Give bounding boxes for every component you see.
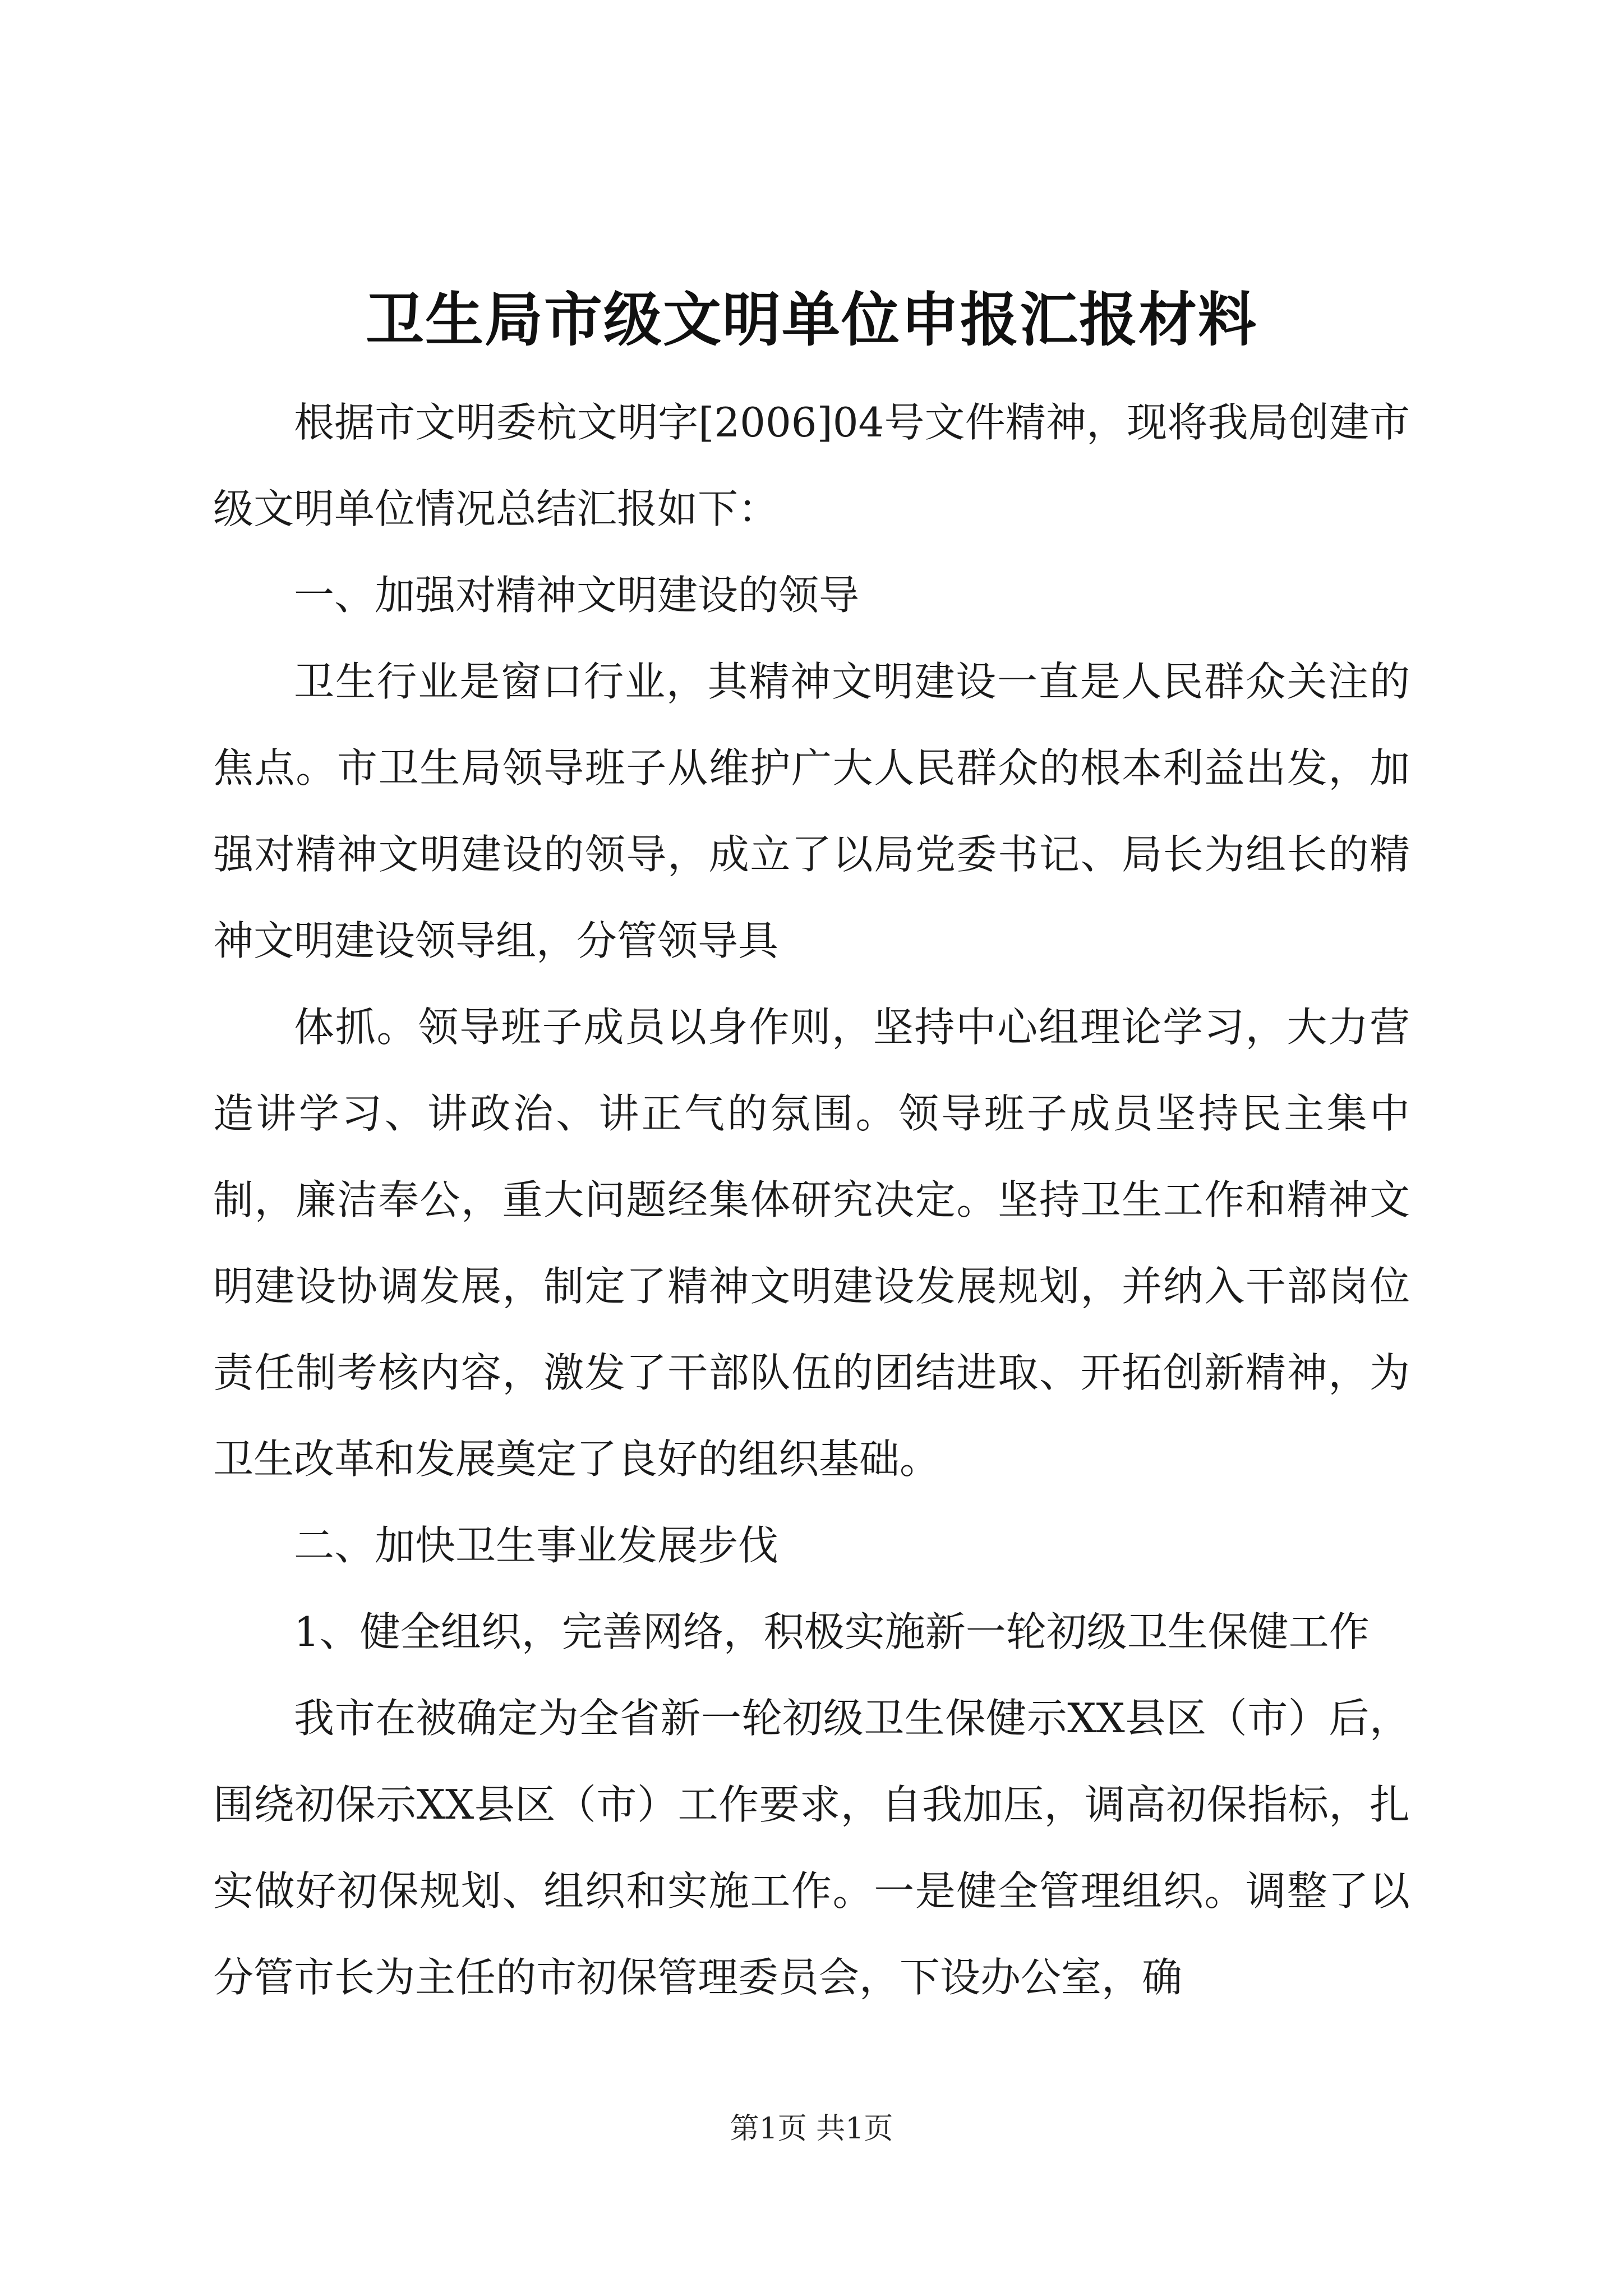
section-heading-1: 一、加强对精神文明建设的领导	[294, 572, 860, 619]
subsection-heading-1: 1、健全组织，完善网络，积极实施新一轮初级卫生保健工作	[294, 1608, 1370, 1655]
document-title: 卫生局市级文明单位申报汇报材料	[365, 285, 1257, 354]
document-body	[213, 379, 1410, 2021]
paragraph-intro: 根据市文明委杭文明字[2006]04号文件精神，现将我局创建市级文明单位情况总结汇报如下：	[213, 399, 1410, 532]
section-heading-2: 二、加快卫生事业发展步伐	[294, 1522, 779, 1569]
paragraph-primary-care: 我市在被确定为全省新一轮初级卫生保健示XX县区（市）后，围绕初保示XX县区（市）工作要求，自我加压，调高初保指标，扎实做好初保规划、组织和实施工作。一是健全管理组织。调整了以分管市长为主任的市初保管理委员会，下设办公室，确	[213, 1695, 1410, 2001]
page-number-footer: 第1页 共1页	[730, 2112, 893, 2146]
paragraph-leadership-cont: 体抓。领导班子成员以身作则，坚持中心组理论学习，大力营造讲学习、讲政治、讲正气的氛围。领导班子成员坚持民主集中制，廉洁奉公，重大问题经集体研究决定。坚持卫生工作和精神文明建设协调发展，制定了精神文明建设发展规划，并纳入干部岗位责任制考核内容，激发了干部队伍的团结进取、开拓创新精神，为卫生改革和发展奠定了良好的组织基础。	[213, 1004, 1410, 1483]
paragraph-leadership: 卫生行业是窗口行业，其精神文明建设一直是人民群众关注的焦点。市卫生局领导班子从维护广大人民群众的根本利益出发，加强对精神文明建设的领导，成立了以局党委书记、局长为组长的精神文明建设领导组，分管领导具	[213, 658, 1410, 964]
